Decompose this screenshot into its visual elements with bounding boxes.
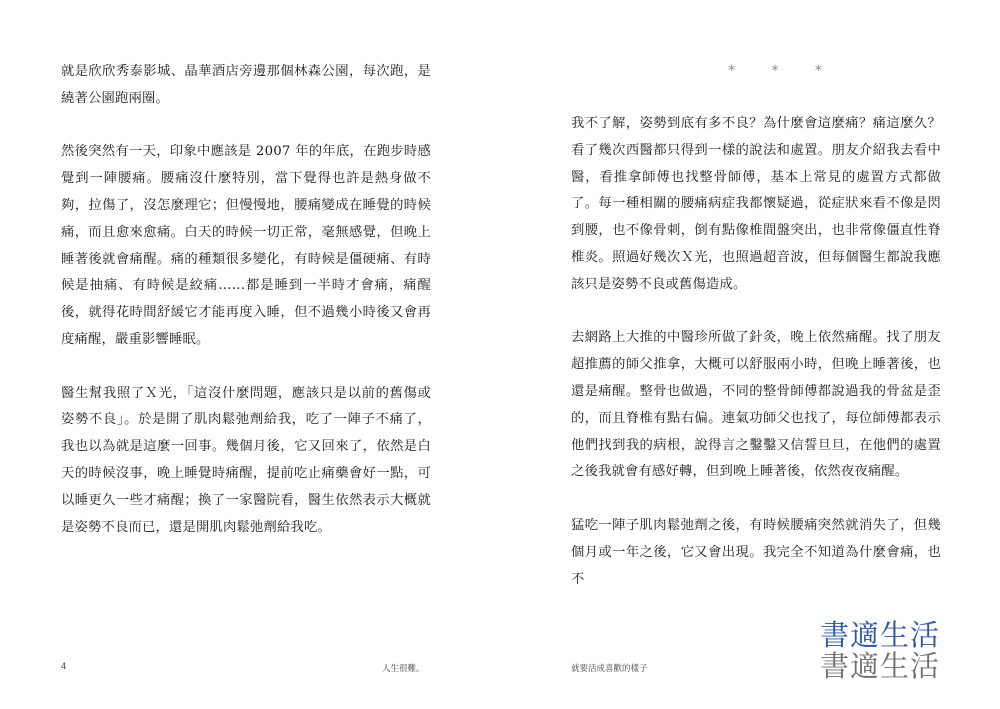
running-head-left: 人生很難。 xyxy=(382,664,425,674)
publisher-watermark-logo xyxy=(820,620,940,682)
right-page xyxy=(500,0,1000,709)
left-paragraph-3: 醫生幫我照了Ｘ光，「這沒什麼問題，應該只是以前的舊傷或姿勢不良」。於是開了肌肉鬆弛劑給我，吃了一陣子不痛了，我也以為就是這麼一回事。幾個月後，它又回來了，依然是白天的時候沒事，晚上睡覺時痛醒，提前吃止痛藥會好一點，可以睡更久一些才痛醒；換了一家醫院看，醫生依然表示大概就是姿勢不良而已，還是開肌肉鬆弛劑給我吃。 xyxy=(61,385,431,535)
right-paragraph-2: 去網路上大推的中醫珍所做了針灸，晚上依然痛醒。找了朋友超推薦的師父推拿，大概可以舒服兩小時，但晚上睡著後，也還是痛醒。整骨也做過，不同的整骨師傅都說過我的骨盆是歪的，而且脊椎有點右偏。連氣功師父也找了，每位師傅都表示他們找到我的病根，說得言之鑿鑿又信誓旦旦，在他們的處置之後我就會有感好轉，但到晚上睡著後，依然夜夜痛醒。 xyxy=(571,330,941,480)
section-break-ornament: * * * xyxy=(728,63,838,79)
left-paragraph-1: 就是欣欣秀泰影城、晶華酒店旁邊那個林森公園，每次跑，是繞著公園跑兩圈。 xyxy=(61,64,431,106)
right-text-column xyxy=(571,111,941,620)
running-head-right: 就要活成喜歡的樣子 xyxy=(571,664,648,674)
right-paragraph-1: 我不了解，姿勢到底有多不良？為什麼會這麼痛？痛這麼久？看了幾次西醫都只得到一樣的說法和處置。朋友介紹我去看中醫，看推拿師傅也找整骨師傅，基本上常見的處置方式都做了。每一種相關的腰痛病症我都懷疑過，從症狀來看不像是閃到腰，也不像骨刺，倒有點像椎間盤突出，也非常像僵直性脊椎炎。照過好幾次Ｘ光，也照過超音波，但每個醫生都說我應該只是姿勢不良或舊傷造成。 xyxy=(571,116,941,292)
page-number: 4 xyxy=(61,662,67,672)
watermark-line-2: 書適生活 xyxy=(820,649,941,683)
watermark-line-1: 書適生活 xyxy=(820,618,941,652)
left-text-column xyxy=(61,59,431,568)
left-paragraph-2: 然後突然有一天，印象中應該是 2007 年的年底，在跑步時感覺到一陣腰痛。腰痛沒什麼特別，當下覺得也許是熱身做不夠，拉傷了，沒怎麼理它；但慢慢地，腰痛變成在睡覺的時候痛，而且愈來愈痛。白天的時候一切正常，毫無感覺，但晚上睡著後就會痛醒。痛的種類很多變化，有時候是僵硬痛、有時候是抽痛、有時候是絞痛……都是睡到一半時才會痛，痛醒後，就得花時間舒緩它才能再度入睡，但不過幾小時後又會再度痛醒，嚴重影響睡眠。 xyxy=(61,144,431,347)
right-paragraph-3: 猛吃一陣子肌肉鬆弛劑之後，有時候腰痛突然就消失了，但幾個月或一年之後，它又會出現。我完全不知道為什麼會痛，也不 xyxy=(571,517,941,587)
